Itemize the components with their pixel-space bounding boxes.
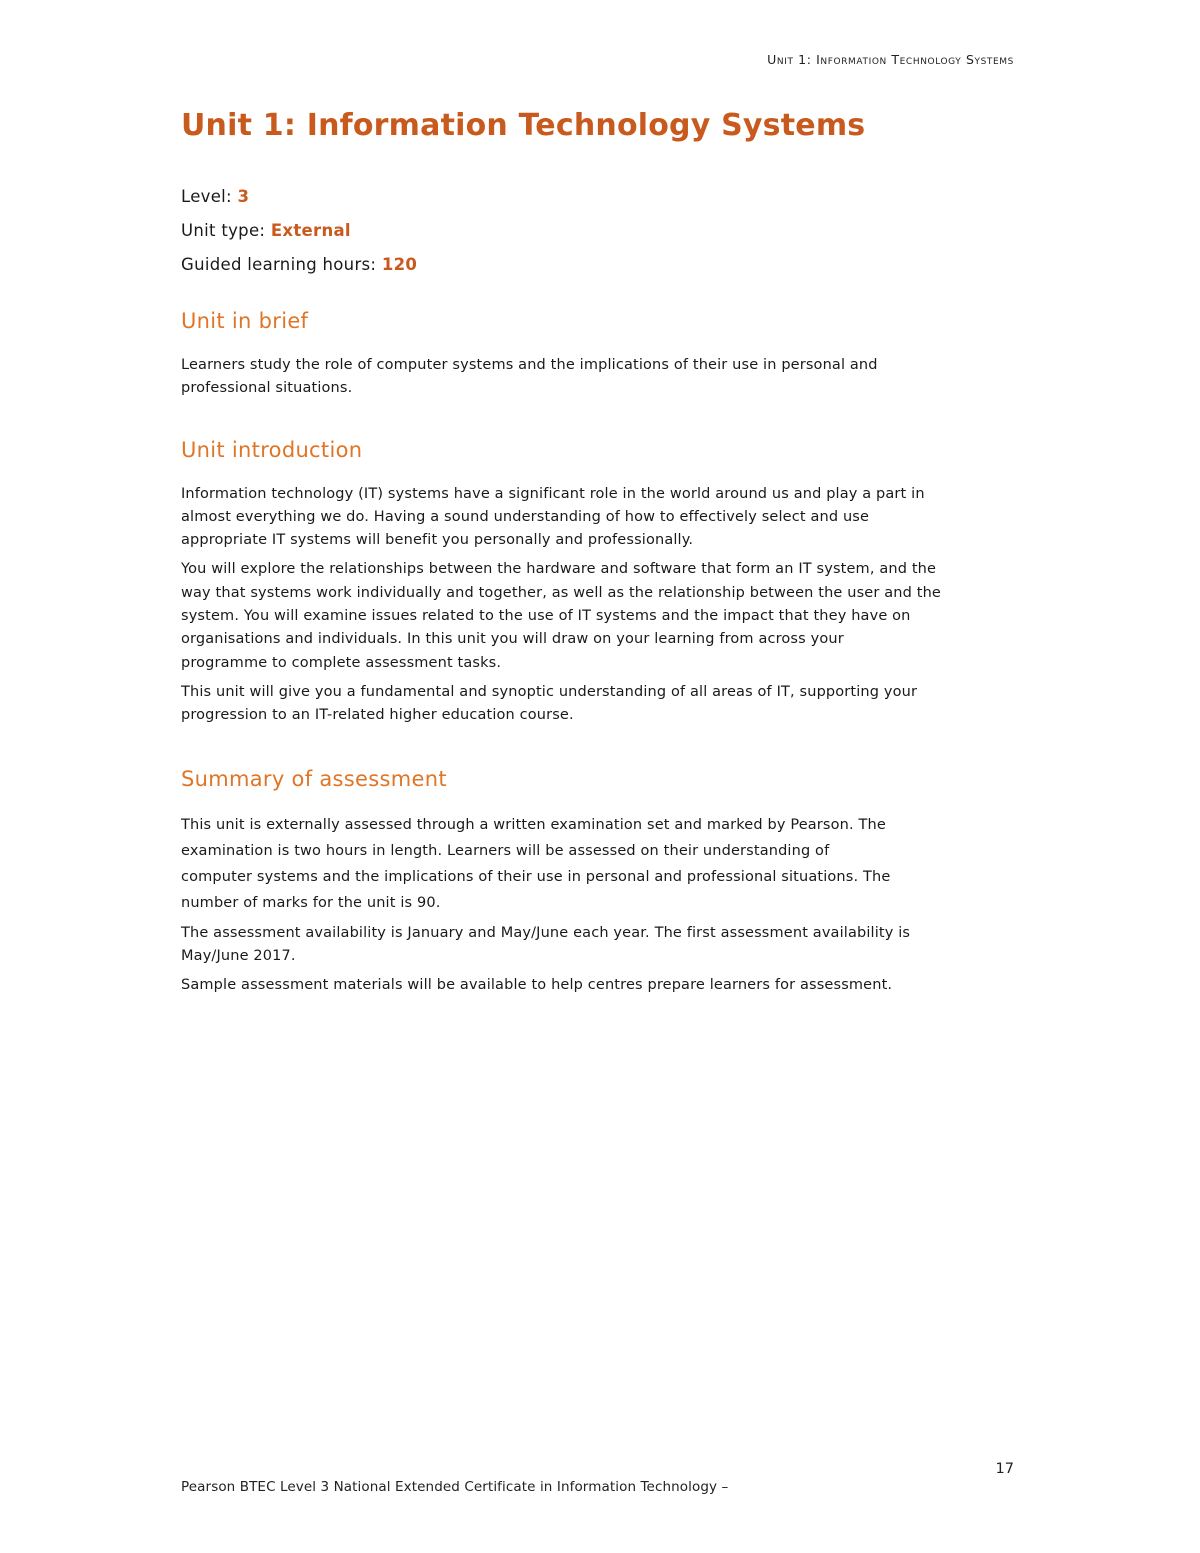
text-line: computer systems and the implications of their use in personal and professional situations. The bbox=[181, 868, 891, 885]
text-line: system. You will examine issues related to the use of IT systems and the impact that they have on bbox=[181, 608, 911, 625]
unit-type-value: External bbox=[270, 221, 351, 240]
text-line: appropriate IT systems will benefit you personally and professionally. bbox=[181, 532, 694, 549]
summary-paragraph-2 bbox=[181, 922, 1011, 969]
text-line: This unit will give you a fundamental and synoptic understanding of all areas of IT, supporting your bbox=[181, 683, 918, 700]
unit-introduction-section bbox=[181, 438, 1011, 728]
unit-in-brief-heading: Unit in brief bbox=[181, 309, 309, 333]
unit-meta bbox=[181, 180, 1011, 282]
text-line: number of marks for the unit is 90. bbox=[181, 894, 441, 911]
intro-paragraph-2 bbox=[181, 558, 1011, 674]
level-value: 3 bbox=[237, 187, 250, 206]
text-line: professional situations. bbox=[181, 380, 353, 397]
page-footer: Pearson BTEC Level 3 National Extended Certificate in Information Technology – bbox=[181, 1479, 729, 1495]
page-content bbox=[181, 108, 1011, 997]
summary-paragraph-3 bbox=[181, 974, 1011, 997]
text-line: organisations and individuals. In this unit you will draw on your learning from across your bbox=[181, 631, 844, 648]
text-line: Information technology (IT) systems have a significant role in the world around us and play a part in bbox=[181, 485, 925, 502]
unit-type-row bbox=[181, 214, 1011, 248]
text-line: This unit is externally assessed through a written examination set and marked by Pearson. The bbox=[181, 816, 886, 833]
level-label: Level: bbox=[181, 187, 232, 206]
summary-paragraph-1 bbox=[181, 812, 1011, 916]
text-line: Learners study the role of computer systems and the implications of their use in personal and bbox=[181, 357, 878, 373]
page-number: 17 bbox=[995, 1461, 1014, 1477]
text-line: Sample assessment materials will be available to help centres prepare learners for assessment. bbox=[181, 977, 893, 994]
intro-paragraph-1 bbox=[181, 483, 1011, 553]
brief-paragraph bbox=[181, 354, 1011, 401]
level-row bbox=[181, 180, 1011, 214]
text-line: programme to complete assessment tasks. bbox=[181, 654, 502, 671]
running-header: Unit 1: Information Technology Systems bbox=[767, 52, 1014, 67]
summary-of-assessment-heading: Summary of assessment bbox=[181, 766, 447, 791]
summary-of-assessment-body bbox=[181, 812, 1011, 998]
text-line: way that systems work individually and together, as well as the relationship between the user and the bbox=[181, 584, 941, 601]
unit-introduction-body bbox=[181, 483, 1011, 728]
text-line: You will explore the relationships between the hardware and software that form an IT system, and the bbox=[181, 561, 937, 578]
glh-value: 120 bbox=[381, 255, 418, 274]
text-line: examination is two hours in length. Learners will be assessed on their understanding of bbox=[181, 842, 830, 859]
unit-in-brief-body bbox=[181, 354, 1011, 401]
glh-label: Guided learning hours: bbox=[181, 255, 377, 274]
text-line: almost everything we do. Having a sound understanding of how to effectively select and use bbox=[181, 508, 870, 525]
text-line: May/June 2017. bbox=[181, 947, 296, 964]
page-title: Unit 1: Information Technology Systems bbox=[181, 108, 866, 143]
text-line: progression to an IT-related higher education course. bbox=[181, 707, 574, 724]
intro-paragraph-3 bbox=[181, 681, 1011, 728]
text-line: The assessment availability is January and May/June each year. The first assessment availability is bbox=[181, 924, 911, 941]
unit-type-label: Unit type: bbox=[181, 221, 266, 240]
summary-of-assessment-section bbox=[181, 767, 1011, 998]
glh-row bbox=[181, 248, 1011, 282]
unit-introduction-heading: Unit introduction bbox=[181, 437, 363, 462]
unit-in-brief-section bbox=[181, 309, 1011, 401]
